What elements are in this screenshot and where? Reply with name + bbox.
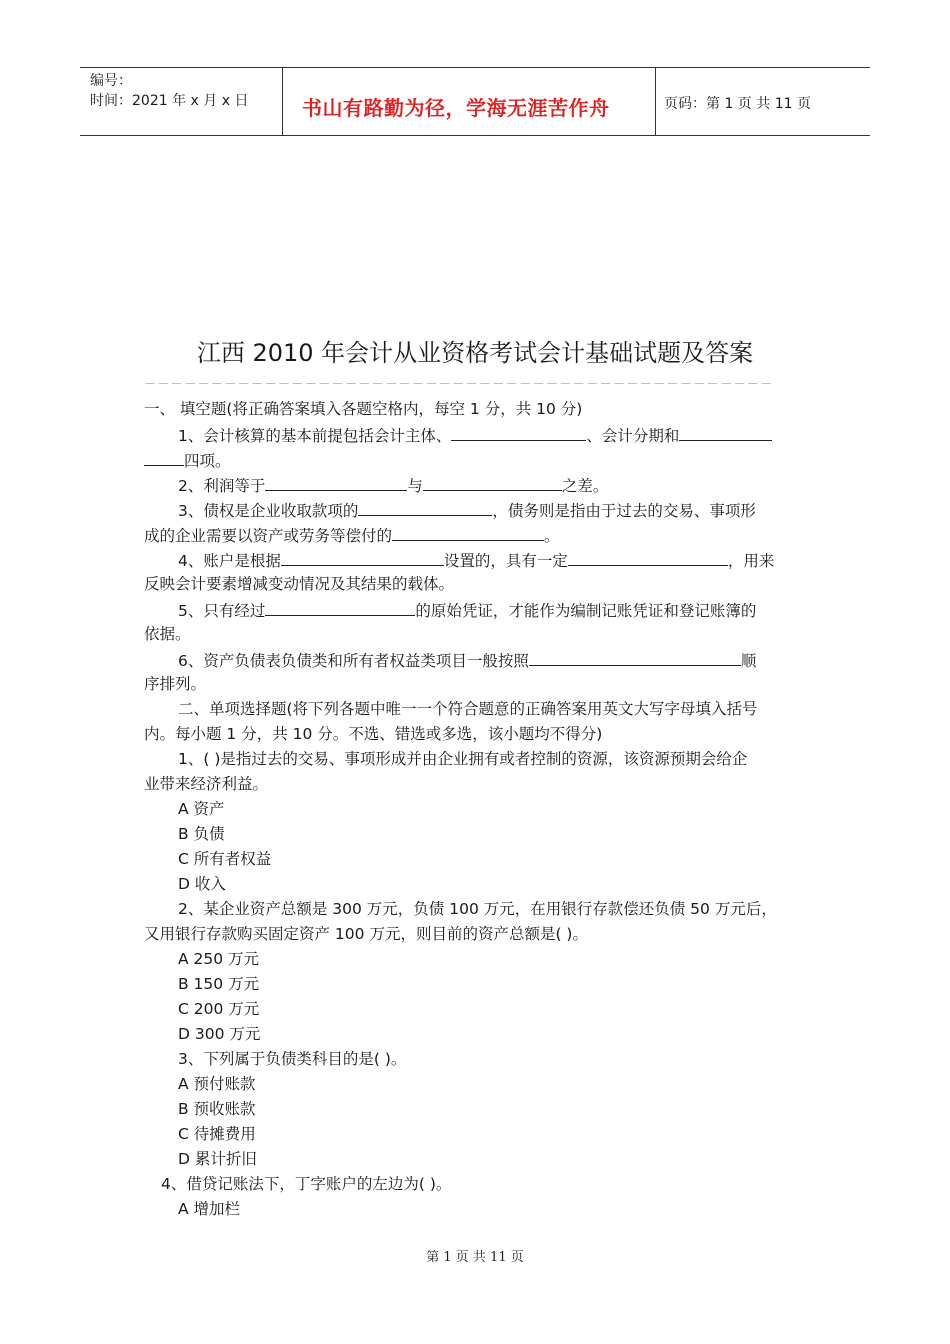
answer-blank	[358, 497, 492, 516]
option-a: A 增加栏	[178, 1200, 241, 1218]
answer-blank	[144, 447, 184, 466]
question-fill-2: 2、利润等于 与 之差。	[144, 472, 808, 497]
question-fill-1-cont: 四项。	[144, 447, 808, 472]
question-fill-5-cont: 依据。	[144, 625, 191, 643]
option-b: B 150 万元	[178, 975, 260, 993]
question-fill-3-cont: 成的企业需要以资产或劳务等偿付的 。	[144, 522, 808, 547]
question-fill-4-cont: 反映会计要素增减变动情况及其结果的载体。	[144, 575, 455, 593]
question-fill-6: 6、资产负债表负债类和所有者权益类项目一般按照 顺	[144, 647, 808, 672]
question-fill-4: 4、账户是根据 设置的，具有一定 ，用来	[144, 547, 808, 572]
answer-blank	[529, 647, 741, 666]
answer-blank	[568, 547, 728, 566]
header-top-rule	[80, 67, 870, 68]
question-choice-2: 2、某企业资产总额是 300 万元，负债 100 万元，在用银行存款偿还负债 50 万元后，	[178, 900, 777, 918]
answer-blank	[265, 472, 407, 491]
option-b: B 负债	[178, 825, 225, 843]
option-a: A 250 万元	[178, 950, 260, 968]
option-b: B 预收账款	[178, 1100, 256, 1118]
option-d: D 300 万元	[178, 1025, 261, 1043]
header-divider-right	[655, 67, 656, 136]
question-choice-4: 4、借贷记账法下，丁字账户的左边为( )。	[161, 1175, 452, 1193]
page-footer: 第 1 页 共 11 页	[426, 1250, 524, 1265]
option-c: C 200 万元	[178, 1000, 260, 1018]
question-choice-1: 1、( )是指过去的交易、事项形成并由企业拥有或者控制的资源，该资源预期会给企	[178, 750, 748, 768]
header-divider-left	[282, 67, 283, 136]
question-choice-1-cont: 业带来经济利益。	[144, 775, 269, 793]
option-c: C 待摊费用	[178, 1125, 256, 1143]
header-motto: 书山有路勤为径，学海无涯苦作舟	[302, 96, 610, 120]
option-c: C 所有者权益	[178, 850, 272, 868]
answer-blank	[423, 472, 562, 491]
option-a: A 资产	[178, 800, 225, 818]
question-choice-3: 3、下列属于负债类科目的是( )。	[178, 1050, 407, 1068]
option-d: D 收入	[178, 875, 226, 893]
option-d: D 累计折旧	[178, 1150, 257, 1168]
section-heading-single-choice-cont: 内。每小题 1 分，共 10 分。不选、错选或多选，该小题均不得分)	[144, 725, 603, 743]
question-fill-5: 5、只有经过 的原始凭证，才能作为编制记账凭证和登记账簿的	[144, 597, 808, 622]
question-fill-1: 1、会计核算的基本前提包括会计主体、 、会计分期和	[144, 422, 808, 447]
page-title: 江西 2010 年会计从业资格考试会计基础试题及答案	[196, 339, 754, 367]
question-fill-3: 3、债权是企业收取款项的 ，债务则是指由于过去的交易、事项形	[144, 497, 808, 522]
section-heading-fill-blank: 一、 填空题(将正确答案填入各题空格内，每空 1 分，共 10 分)	[144, 400, 583, 418]
answer-blank	[392, 522, 544, 541]
exam-content	[144, 397, 808, 1222]
header-meta	[90, 71, 248, 111]
answer-blank	[451, 422, 586, 441]
section-heading-single-choice: 二、单项选择题(将下列各题中唯一一个符合题意的正确答案用英文大写字母填入括号	[178, 700, 758, 718]
question-choice-2-cont: 又用银行存款购买固定资产 100 万元，则目前的资产总额是( )。	[144, 925, 588, 943]
question-fill-6-cont: 序排列。	[144, 675, 207, 693]
answer-blank	[679, 422, 772, 441]
header-bottom-rule	[80, 135, 870, 136]
document-number-label: 编号：	[90, 73, 132, 89]
answer-blank	[281, 547, 444, 566]
header-page-number: 页码：第 1 页 共 11 页	[664, 96, 811, 112]
document-date-label: 时间：2021 年 x 月 x 日	[90, 93, 249, 109]
title-separator: －－－－－－－－－－－－－－－－－－－－－－－－－－－－－－－－－－－－－－－－－－－－－－－	[144, 377, 774, 387]
answer-blank	[265, 597, 415, 616]
option-a: A 预付账款	[178, 1075, 256, 1093]
